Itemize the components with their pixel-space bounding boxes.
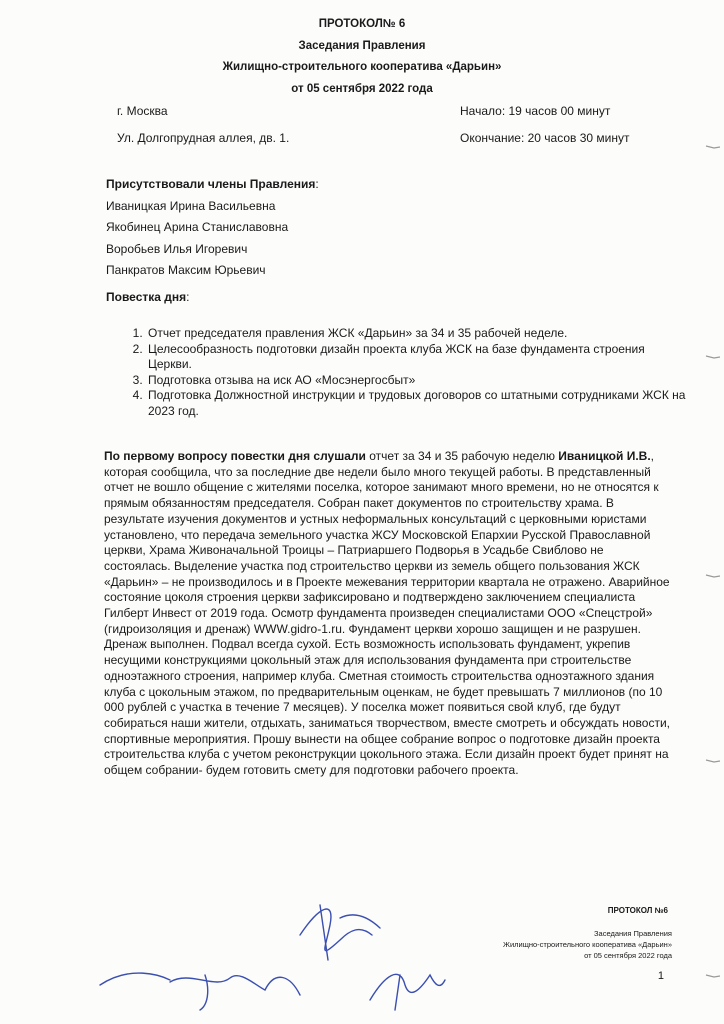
- scan-mark: [706, 975, 720, 977]
- signature-2: [100, 973, 300, 1010]
- footer-title: ПРОТОКОЛ №6: [607, 906, 668, 915]
- member-item: Якобинец Арина Станиславовна: [106, 220, 289, 234]
- members-section: Присутствовали члены Правления: Иваницкая Ирина Васильевна Якобинец Арина Станиславовна Воробьев Илья Игоревич Панкратов Максим Юрьевич: [106, 174, 319, 282]
- agenda-item: 4. Подготовка Должностной инструкции и трудовых договоров со штатными сотрудниками ЖСК на 2023 год.: [146, 388, 686, 419]
- member-item: Иваницкая Ирина Васильевна: [106, 198, 276, 213]
- speaker-name: Иваницкой И.В.: [558, 449, 651, 463]
- organization-name: Жилищно-строительного кооператива «Дарьин»: [222, 61, 502, 73]
- protocol-number: ПРОТОКОЛ№ 6: [318, 18, 406, 30]
- start-time: Начало: 19 часов 00 минут: [460, 104, 611, 118]
- agenda-item: 2. Целесообразность подготовки дизайн проекта клуба ЖСК на базе фундамента строения Церкви.: [146, 342, 686, 373]
- scan-mark: [706, 356, 720, 358]
- agenda-title: Повестка дня:: [106, 290, 190, 304]
- member-item: Воробьев Илья Игоревич: [106, 241, 248, 256]
- first-question-paragraph: По первому вопросу повестки дня слушали отчет за 34 и 35 рабочую неделю Иваницкой И.В., которая сообщила, что за последние две недели было много текущей работы. В представленный отчет не вошло общение с жителями поселка, которое занимают много времени, но не относятся к прямым обязанностям председателя. Собран пакет документов по строительству храма. В результате изучения документов и устных неформальных консультаций с церковными юристами установлено, что передача земельного участка ЖСУ Московской Епархии Русской Православной церкви, Храма Живоначальной Троицы – Патриаршего Подворья в Усадьбе Свиблово не состоялась. Выделение участка под строительство церкви из земель общего пользования ЖСК «Дарьин» – не производилось и в Проекте межевания территории квартала не отражено. Аварийное состояние цоколя строения церкви зафиксировано и подтверждено заключением специалиста Гилберт Инвест от 2019 года. Осмотр фундамента произведен специалистами ООО «Спецстрой» (гидроизоляция и дренаж) WWW.gidro-1.ru. Фундамент церкви хорошо защищен и не разрушен. Дренаж выполнен. Подвал всегда сухой. Есть возможность использовать фундамент, укрепив несущими конструкциями цокольный этаж для использования фундамента при строительстве одноэтажного строения, например клуба. Сметная стоимость строительства одноэтажного здания клуба с цокольным этажом, по предварительным оценкам, не будет превышать 7 миллионов (по 10 000 рублей с участка в течение 7 месяцев). У поселка может появиться свой клуб, где будут собираться наши жители, отдыхать, заниматься творчеством, вместе смотреть и обсуждать новости, спортивные мероприятия. Прошу вынести на общее собрание вопрос о подготовке дизайн проекта строительства клуба с учетом реконструкции цокольного этажа. Если дизайн проект будет принят на общем собрании- будем готовить смету для подготовки рабочего проекта.: [104, 449, 670, 778]
- paragraph-lead: По первому вопросу повестки дня слушали: [104, 449, 366, 463]
- scan-mark: [706, 146, 720, 148]
- address: Ул. Долгопрудная аллея, дв. 1.: [117, 131, 290, 145]
- agenda-item: 3. Подготовка отзыва на иск АО «Мосэнергосбыт»: [146, 373, 686, 389]
- scan-mark: [706, 575, 720, 577]
- city: г. Москва: [117, 104, 168, 118]
- meeting-date: от 05 сентября 2022 года: [291, 82, 433, 95]
- page-number: 1: [657, 970, 664, 982]
- member-item: Панкратов Максим Юрьевич: [106, 263, 266, 277]
- scan-mark: [706, 760, 720, 762]
- members-title: Присутствовали члены Правления: [106, 177, 316, 191]
- signature-1: [300, 905, 380, 960]
- signature-3: [370, 974, 445, 1010]
- meeting-type: Заседания Правления: [298, 39, 426, 52]
- end-time: Окончание: 20 часов 30 минут: [460, 131, 630, 145]
- footer-stamp: Заседания Правления Жилищно-строительного кооператива «Дарьин» от 05 сентября 2022 года: [503, 929, 672, 960]
- agenda-item: 1. Отчет председателя правления ЖСК «Дарьин» за 34 и 35 рабочей неделе.: [146, 326, 686, 342]
